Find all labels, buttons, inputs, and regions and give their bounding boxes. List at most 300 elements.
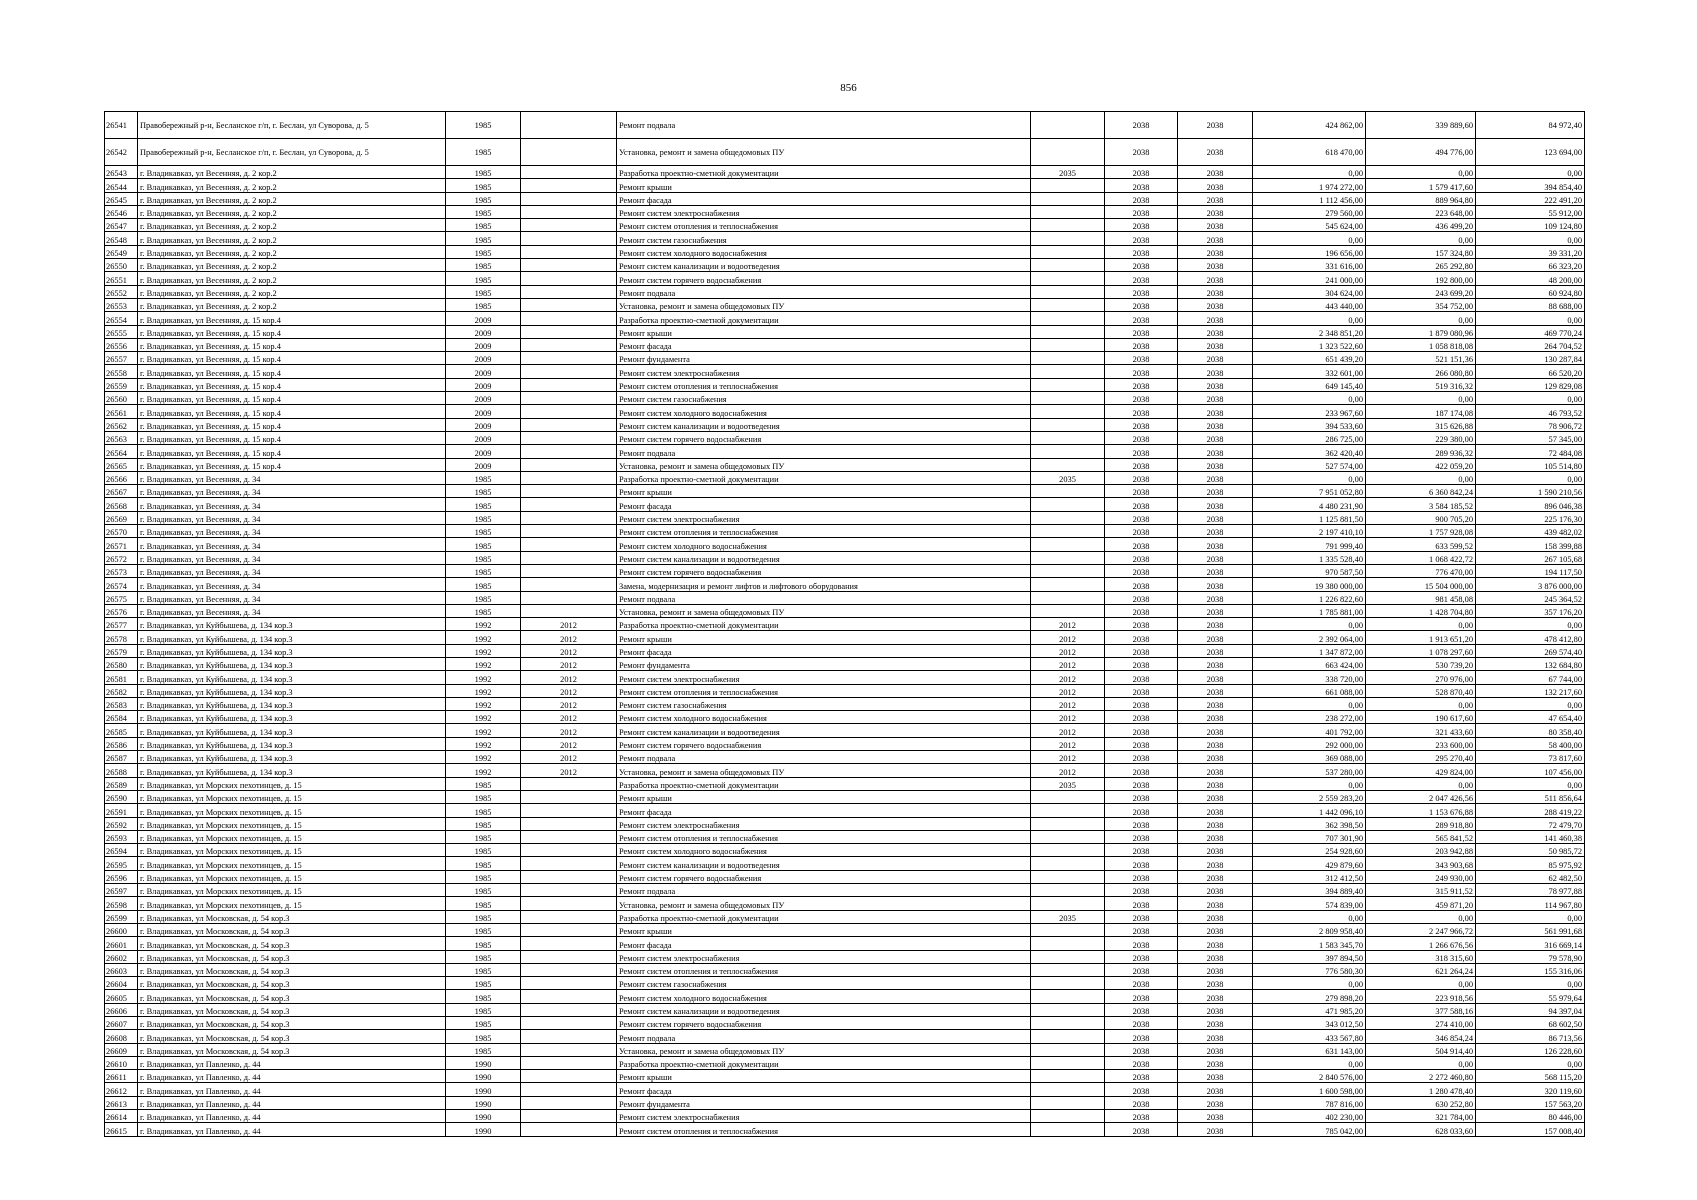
repair-year-cell — [521, 498, 617, 511]
work-type-cell: Разработка проектно-сметной документации — [617, 471, 1031, 484]
construction-year-cell: 1985 — [446, 870, 521, 883]
repair-year-cell — [521, 418, 617, 431]
address-cell: г. Владикавказ, ул Весенняя, д. 34 — [138, 551, 446, 564]
row-id-cell: 26564 — [105, 445, 138, 458]
start-year-cell: 2038 — [1105, 179, 1178, 192]
row-id-cell: 26591 — [105, 804, 138, 817]
table-row — [105, 724, 1585, 737]
table-row — [105, 697, 1585, 710]
row-id-cell: 26586 — [105, 737, 138, 750]
work-type-cell: Ремонт подвала — [617, 112, 1031, 139]
owner-cost-cell: 46 793,52 — [1476, 405, 1585, 418]
total-cost-cell: 424 862,00 — [1253, 112, 1366, 139]
end-year-cell: 2038 — [1178, 1110, 1253, 1123]
row-id-cell: 26579 — [105, 644, 138, 657]
fund-cost-cell: 223 918,56 — [1366, 990, 1476, 1003]
planned-year-cell — [1031, 179, 1105, 192]
address-cell: г. Владикавказ, ул Московская, д. 54 кор.3 — [138, 963, 446, 976]
address-cell: г. Владикавказ, ул Весенняя, д. 34 — [138, 511, 446, 524]
repair-year-cell: 2012 — [521, 631, 617, 644]
end-year-cell: 2038 — [1178, 498, 1253, 511]
end-year-cell: 2038 — [1178, 711, 1253, 724]
row-id-cell: 26599 — [105, 910, 138, 923]
owner-cost-cell: 55 979,64 — [1476, 990, 1585, 1003]
address-cell: г. Владикавказ, ул Морских пехотинцев, д. 15 — [138, 817, 446, 830]
repair-year-cell — [521, 844, 617, 857]
total-cost-cell: 776 580,30 — [1253, 963, 1366, 976]
repair-year-cell — [521, 378, 617, 391]
owner-cost-cell: 57 345,00 — [1476, 431, 1585, 444]
construction-year-cell: 1985 — [446, 817, 521, 830]
end-year-cell: 2038 — [1178, 857, 1253, 870]
work-type-cell: Ремонт фасада — [617, 1083, 1031, 1096]
row-id-cell: 26583 — [105, 697, 138, 710]
construction-year-cell: 2009 — [446, 392, 521, 405]
construction-year-cell: 2009 — [446, 312, 521, 325]
end-year-cell: 2038 — [1178, 977, 1253, 990]
repair-year-cell — [521, 990, 617, 1003]
address-cell: Правобережный р-н, Бесланское г/п, г. Беслан, ул Суворова, д. 5 — [138, 139, 446, 166]
row-id-cell: 26573 — [105, 564, 138, 577]
total-cost-cell: 241 000,00 — [1253, 272, 1366, 285]
planned-year-cell — [1031, 963, 1105, 976]
repair-year-cell — [521, 870, 617, 883]
owner-cost-cell: 896 046,38 — [1476, 498, 1585, 511]
owner-cost-cell: 107 456,00 — [1476, 764, 1585, 777]
owner-cost-cell: 141 460,38 — [1476, 830, 1585, 843]
fund-cost-cell: 459 871,20 — [1366, 897, 1476, 910]
total-cost-cell: 394 889,40 — [1253, 884, 1366, 897]
table-row — [105, 844, 1585, 857]
owner-cost-cell: 194 117,50 — [1476, 564, 1585, 577]
total-cost-cell: 1 323 522,60 — [1253, 338, 1366, 351]
construction-year-cell: 1985 — [446, 777, 521, 790]
address-cell: г. Владикавказ, ул Морских пехотинцев, д. 15 — [138, 870, 446, 883]
repair-year-cell — [521, 1070, 617, 1083]
construction-year-cell: 1985 — [446, 179, 521, 192]
total-cost-cell: 286 725,00 — [1253, 431, 1366, 444]
end-year-cell: 2038 — [1178, 245, 1253, 258]
work-type-cell: Ремонт систем холодного водоснабжения — [617, 990, 1031, 1003]
end-year-cell: 2038 — [1178, 777, 1253, 790]
total-cost-cell: 7 951 052,80 — [1253, 485, 1366, 498]
start-year-cell: 2038 — [1105, 1056, 1178, 1069]
address-cell: г. Владикавказ, ул Весенняя, д. 2 кор.2 — [138, 285, 446, 298]
fund-cost-cell: 3 584 185,52 — [1366, 498, 1476, 511]
planned-year-cell — [1031, 352, 1105, 365]
repair-year-cell — [521, 897, 617, 910]
work-type-cell: Ремонт систем газоснабжения — [617, 392, 1031, 405]
address-cell: г. Владикавказ, ул Весенняя, д. 2 кор.2 — [138, 166, 446, 179]
construction-year-cell: 1985 — [446, 804, 521, 817]
repair-year-cell — [521, 977, 617, 990]
end-year-cell: 2038 — [1178, 511, 1253, 524]
work-type-cell: Ремонт фасада — [617, 644, 1031, 657]
repair-year-cell — [521, 1056, 617, 1069]
work-type-cell: Ремонт систем отопления и теплоснабжения — [617, 684, 1031, 697]
planned-year-cell: 2012 — [1031, 684, 1105, 697]
end-year-cell: 2038 — [1178, 1083, 1253, 1096]
table-row — [105, 657, 1585, 670]
end-year-cell: 2038 — [1178, 737, 1253, 750]
start-year-cell: 2038 — [1105, 923, 1178, 936]
fund-cost-cell: 900 705,20 — [1366, 511, 1476, 524]
work-type-cell: Ремонт крыши — [617, 790, 1031, 803]
end-year-cell: 2038 — [1178, 338, 1253, 351]
total-cost-cell: 618 470,00 — [1253, 139, 1366, 166]
planned-year-cell — [1031, 338, 1105, 351]
end-year-cell: 2038 — [1178, 910, 1253, 923]
owner-cost-cell: 0,00 — [1476, 471, 1585, 484]
planned-year-cell — [1031, 1070, 1105, 1083]
table-row — [105, 671, 1585, 684]
fund-cost-cell: 343 903,68 — [1366, 857, 1476, 870]
planned-year-cell — [1031, 245, 1105, 258]
address-cell: г. Владикавказ, ул Весенняя, д. 2 кор.2 — [138, 259, 446, 272]
fund-cost-cell: 1 879 080,96 — [1366, 325, 1476, 338]
start-year-cell: 2038 — [1105, 338, 1178, 351]
total-cost-cell: 527 574,00 — [1253, 458, 1366, 471]
total-cost-cell: 0,00 — [1253, 697, 1366, 710]
address-cell: г. Владикавказ, ул Весенняя, д. 34 — [138, 525, 446, 538]
start-year-cell: 2038 — [1105, 564, 1178, 577]
address-cell: г. Владикавказ, ул Весенняя, д. 34 — [138, 471, 446, 484]
row-id-cell: 26555 — [105, 325, 138, 338]
table-row — [105, 219, 1585, 232]
end-year-cell: 2038 — [1178, 312, 1253, 325]
row-id-cell: 26556 — [105, 338, 138, 351]
table-row — [105, 977, 1585, 990]
start-year-cell: 2038 — [1105, 112, 1178, 139]
fund-cost-cell: 1 058 818,08 — [1366, 338, 1476, 351]
construction-year-cell: 1985 — [446, 1043, 521, 1056]
construction-year-cell: 1992 — [446, 671, 521, 684]
owner-cost-cell: 68 602,50 — [1476, 1017, 1585, 1030]
fund-cost-cell: 266 080,80 — [1366, 365, 1476, 378]
owner-cost-cell: 132 217,60 — [1476, 684, 1585, 697]
work-type-cell: Ремонт систем холодного водоснабжения — [617, 245, 1031, 258]
repair-year-cell — [521, 179, 617, 192]
row-id-cell: 26597 — [105, 884, 138, 897]
end-year-cell: 2038 — [1178, 418, 1253, 431]
planned-year-cell — [1031, 1123, 1105, 1136]
planned-year-cell — [1031, 844, 1105, 857]
construction-year-cell: 1992 — [446, 631, 521, 644]
planned-year-cell — [1031, 1003, 1105, 1016]
end-year-cell: 2038 — [1178, 844, 1253, 857]
planned-year-cell: 2035 — [1031, 777, 1105, 790]
work-type-cell: Ремонт систем канализации и водоотведения — [617, 1003, 1031, 1016]
address-cell: г. Владикавказ, ул Весенняя, д. 15 кор.4 — [138, 458, 446, 471]
row-id-cell: 26575 — [105, 591, 138, 604]
end-year-cell: 2038 — [1178, 870, 1253, 883]
end-year-cell: 2038 — [1178, 1030, 1253, 1043]
table-row — [105, 963, 1585, 976]
repair-year-cell — [521, 431, 617, 444]
fund-cost-cell: 621 264,24 — [1366, 963, 1476, 976]
planned-year-cell: 2012 — [1031, 724, 1105, 737]
owner-cost-cell: 0,00 — [1476, 697, 1585, 710]
total-cost-cell: 545 624,00 — [1253, 219, 1366, 232]
end-year-cell: 2038 — [1178, 1003, 1253, 1016]
fund-cost-cell: 315 626,88 — [1366, 418, 1476, 431]
end-year-cell: 2038 — [1178, 166, 1253, 179]
address-cell: г. Владикавказ, ул Куйбышева, д. 134 кор.3 — [138, 724, 446, 737]
total-cost-cell: 292 000,00 — [1253, 737, 1366, 750]
address-cell: г. Владикавказ, ул Московская, д. 54 кор.3 — [138, 950, 446, 963]
start-year-cell: 2038 — [1105, 671, 1178, 684]
total-cost-cell: 1 583 345,70 — [1253, 937, 1366, 950]
construction-year-cell: 1992 — [446, 737, 521, 750]
repair-year-cell — [521, 485, 617, 498]
planned-year-cell — [1031, 365, 1105, 378]
end-year-cell: 2038 — [1178, 790, 1253, 803]
table-row — [105, 272, 1585, 285]
fund-cost-cell: 229 380,00 — [1366, 431, 1476, 444]
address-cell: г. Владикавказ, ул Морских пехотинцев, д. 15 — [138, 884, 446, 897]
row-id-cell: 26569 — [105, 511, 138, 524]
repair-year-cell — [521, 166, 617, 179]
work-type-cell: Ремонт систем горячего водоснабжения — [617, 737, 1031, 750]
repair-year-cell: 2012 — [521, 697, 617, 710]
planned-year-cell — [1031, 325, 1105, 338]
end-year-cell: 2038 — [1178, 923, 1253, 936]
owner-cost-cell: 86 713,56 — [1476, 1030, 1585, 1043]
start-year-cell: 2038 — [1105, 232, 1178, 245]
end-year-cell: 2038 — [1178, 219, 1253, 232]
planned-year-cell — [1031, 884, 1105, 897]
owner-cost-cell: 72 484,08 — [1476, 445, 1585, 458]
planned-year-cell: 2012 — [1031, 764, 1105, 777]
work-type-cell: Ремонт систем электроснабжения — [617, 1110, 1031, 1123]
work-type-cell: Ремонт систем электроснабжения — [617, 950, 1031, 963]
total-cost-cell: 574 839,00 — [1253, 897, 1366, 910]
start-year-cell: 2038 — [1105, 1096, 1178, 1109]
construction-year-cell: 1985 — [446, 950, 521, 963]
end-year-cell: 2038 — [1178, 578, 1253, 591]
start-year-cell: 2038 — [1105, 458, 1178, 471]
end-year-cell: 2038 — [1178, 764, 1253, 777]
end-year-cell: 2038 — [1178, 259, 1253, 272]
end-year-cell: 2038 — [1178, 1043, 1253, 1056]
construction-year-cell: 1985 — [446, 923, 521, 936]
owner-cost-cell: 94 397,04 — [1476, 1003, 1585, 1016]
table-row — [105, 445, 1585, 458]
table-row — [105, 1096, 1585, 1109]
start-year-cell: 2038 — [1105, 511, 1178, 524]
repair-year-cell — [521, 830, 617, 843]
repair-year-cell: 2012 — [521, 724, 617, 737]
repair-year-cell — [521, 551, 617, 564]
owner-cost-cell: 316 669,14 — [1476, 937, 1585, 950]
start-year-cell: 2038 — [1105, 1123, 1178, 1136]
planned-year-cell — [1031, 1043, 1105, 1056]
start-year-cell: 2038 — [1105, 950, 1178, 963]
address-cell: г. Владикавказ, ул Морских пехотинцев, д. 15 — [138, 830, 446, 843]
address-cell: г. Владикавказ, ул Весенняя, д. 34 — [138, 498, 446, 511]
planned-year-cell: 2012 — [1031, 671, 1105, 684]
table-row — [105, 937, 1585, 950]
address-cell: г. Владикавказ, ул Куйбышева, д. 134 кор.3 — [138, 618, 446, 631]
repair-year-cell — [521, 950, 617, 963]
start-year-cell: 2038 — [1105, 724, 1178, 737]
total-cost-cell: 471 985,20 — [1253, 1003, 1366, 1016]
fund-cost-cell: 889 964,80 — [1366, 192, 1476, 205]
work-type-cell: Ремонт фасада — [617, 498, 1031, 511]
planned-year-cell — [1031, 1030, 1105, 1043]
repair-year-cell — [521, 139, 617, 166]
total-cost-cell: 0,00 — [1253, 977, 1366, 990]
table-row — [105, 179, 1585, 192]
fund-cost-cell: 274 410,00 — [1366, 1017, 1476, 1030]
table-row — [105, 418, 1585, 431]
row-id-cell: 26581 — [105, 671, 138, 684]
planned-year-cell: 2012 — [1031, 618, 1105, 631]
end-year-cell: 2038 — [1178, 392, 1253, 405]
end-year-cell: 2038 — [1178, 458, 1253, 471]
end-year-cell: 2038 — [1178, 1123, 1253, 1136]
table-row — [105, 205, 1585, 218]
total-cost-cell: 0,00 — [1253, 312, 1366, 325]
fund-cost-cell: 776 470,00 — [1366, 564, 1476, 577]
address-cell: г. Владикавказ, ул Морских пехотинцев, д. 15 — [138, 804, 446, 817]
fund-cost-cell: 0,00 — [1366, 392, 1476, 405]
address-cell: г. Владикавказ, ул Весенняя, д. 2 кор.2 — [138, 205, 446, 218]
end-year-cell: 2038 — [1178, 525, 1253, 538]
construction-year-cell: 1992 — [446, 751, 521, 764]
address-cell: г. Владикавказ, ул Весенняя, д. 2 кор.2 — [138, 272, 446, 285]
row-id-cell: 26576 — [105, 604, 138, 617]
row-id-cell: 26593 — [105, 830, 138, 843]
row-id-cell: 26568 — [105, 498, 138, 511]
owner-cost-cell: 269 574,40 — [1476, 644, 1585, 657]
owner-cost-cell: 55 912,00 — [1476, 205, 1585, 218]
planned-year-cell — [1031, 804, 1105, 817]
work-type-cell: Ремонт систем электроснабжения — [617, 205, 1031, 218]
end-year-cell: 2038 — [1178, 1056, 1253, 1069]
fund-cost-cell: 190 617,60 — [1366, 711, 1476, 724]
work-type-cell: Ремонт систем канализации и водоотведения — [617, 551, 1031, 564]
row-id-cell: 26615 — [105, 1123, 138, 1136]
table-row — [105, 498, 1585, 511]
repair-year-cell — [521, 1110, 617, 1123]
owner-cost-cell: 80 446,00 — [1476, 1110, 1585, 1123]
fund-cost-cell: 0,00 — [1366, 1056, 1476, 1069]
end-year-cell: 2038 — [1178, 897, 1253, 910]
planned-year-cell: 2012 — [1031, 631, 1105, 644]
fund-cost-cell: 203 942,88 — [1366, 844, 1476, 857]
work-type-cell: Ремонт подвала — [617, 445, 1031, 458]
fund-cost-cell: 223 648,00 — [1366, 205, 1476, 218]
table-row — [105, 790, 1585, 803]
repair-year-cell — [521, 259, 617, 272]
fund-cost-cell: 0,00 — [1366, 312, 1476, 325]
total-cost-cell: 4 480 231,90 — [1253, 498, 1366, 511]
owner-cost-cell: 85 975,92 — [1476, 857, 1585, 870]
planned-year-cell — [1031, 392, 1105, 405]
table-row — [105, 578, 1585, 591]
repair-year-cell — [521, 338, 617, 351]
total-cost-cell: 402 230,00 — [1253, 1110, 1366, 1123]
owner-cost-cell: 245 364,52 — [1476, 591, 1585, 604]
fund-cost-cell: 981 458,08 — [1366, 591, 1476, 604]
fund-cost-cell: 0,00 — [1366, 697, 1476, 710]
work-type-cell: Ремонт систем отопления и теплоснабжения — [617, 1123, 1031, 1136]
end-year-cell: 2038 — [1178, 591, 1253, 604]
end-year-cell: 2038 — [1178, 551, 1253, 564]
construction-year-cell: 1985 — [446, 112, 521, 139]
construction-year-cell: 2009 — [446, 431, 521, 444]
repair-year-cell — [521, 591, 617, 604]
work-type-cell: Ремонт систем горячего водоснабжения — [617, 870, 1031, 883]
construction-year-cell: 1985 — [446, 166, 521, 179]
planned-year-cell: 2012 — [1031, 737, 1105, 750]
row-id-cell: 26543 — [105, 166, 138, 179]
start-year-cell: 2038 — [1105, 830, 1178, 843]
planned-year-cell — [1031, 1083, 1105, 1096]
repair-year-cell — [521, 1030, 617, 1043]
fund-cost-cell: 289 918,80 — [1366, 817, 1476, 830]
end-year-cell: 2038 — [1178, 684, 1253, 697]
table-row — [105, 910, 1585, 923]
total-cost-cell: 2 348 851,20 — [1253, 325, 1366, 338]
end-year-cell: 2038 — [1178, 232, 1253, 245]
construction-year-cell: 1985 — [446, 205, 521, 218]
repair-year-cell — [521, 1043, 617, 1056]
fund-cost-cell: 1 280 478,40 — [1366, 1083, 1476, 1096]
start-year-cell: 2038 — [1105, 790, 1178, 803]
construction-year-cell: 1985 — [446, 790, 521, 803]
address-cell: г. Владикавказ, ул Весенняя, д. 15 кор.4 — [138, 445, 446, 458]
repair-year-cell: 2012 — [521, 671, 617, 684]
planned-year-cell — [1031, 1017, 1105, 1030]
planned-year-cell — [1031, 511, 1105, 524]
planned-year-cell — [1031, 1096, 1105, 1109]
row-id-cell: 26585 — [105, 724, 138, 737]
end-year-cell: 2038 — [1178, 445, 1253, 458]
end-year-cell: 2038 — [1178, 179, 1253, 192]
address-cell: г. Владикавказ, ул Весенняя, д. 34 — [138, 578, 446, 591]
end-year-cell: 2038 — [1178, 564, 1253, 577]
construction-year-cell: 1985 — [446, 564, 521, 577]
repair-year-cell — [521, 352, 617, 365]
address-cell: г. Владикавказ, ул Морских пехотинцев, д. 15 — [138, 777, 446, 790]
address-cell: Правобережный р-н, Бесланское г/п, г. Беслан, ул Суворова, д. 5 — [138, 112, 446, 139]
address-cell: г. Владикавказ, ул Весенняя, д. 15 кор.4 — [138, 378, 446, 391]
total-cost-cell: 443 440,00 — [1253, 298, 1366, 311]
table-row — [105, 285, 1585, 298]
total-cost-cell: 343 012,50 — [1253, 1017, 1366, 1030]
table-row — [105, 1030, 1585, 1043]
row-id-cell: 26580 — [105, 657, 138, 670]
address-cell: г. Владикавказ, ул Куйбышева, д. 134 кор.3 — [138, 737, 446, 750]
row-id-cell: 26542 — [105, 139, 138, 166]
fund-cost-cell: 1 266 676,56 — [1366, 937, 1476, 950]
fund-cost-cell: 315 911,52 — [1366, 884, 1476, 897]
construction-year-cell: 2009 — [446, 365, 521, 378]
owner-cost-cell: 62 482,50 — [1476, 870, 1585, 883]
total-cost-cell: 196 656,00 — [1253, 245, 1366, 258]
address-cell: г. Владикавказ, ул Весенняя, д. 34 — [138, 591, 446, 604]
start-year-cell: 2038 — [1105, 312, 1178, 325]
planned-year-cell — [1031, 830, 1105, 843]
construction-year-cell: 1985 — [446, 232, 521, 245]
repair-year-cell — [521, 325, 617, 338]
planned-year-cell — [1031, 578, 1105, 591]
construction-year-cell: 1992 — [446, 684, 521, 697]
end-year-cell: 2038 — [1178, 644, 1253, 657]
row-id-cell: 26596 — [105, 870, 138, 883]
